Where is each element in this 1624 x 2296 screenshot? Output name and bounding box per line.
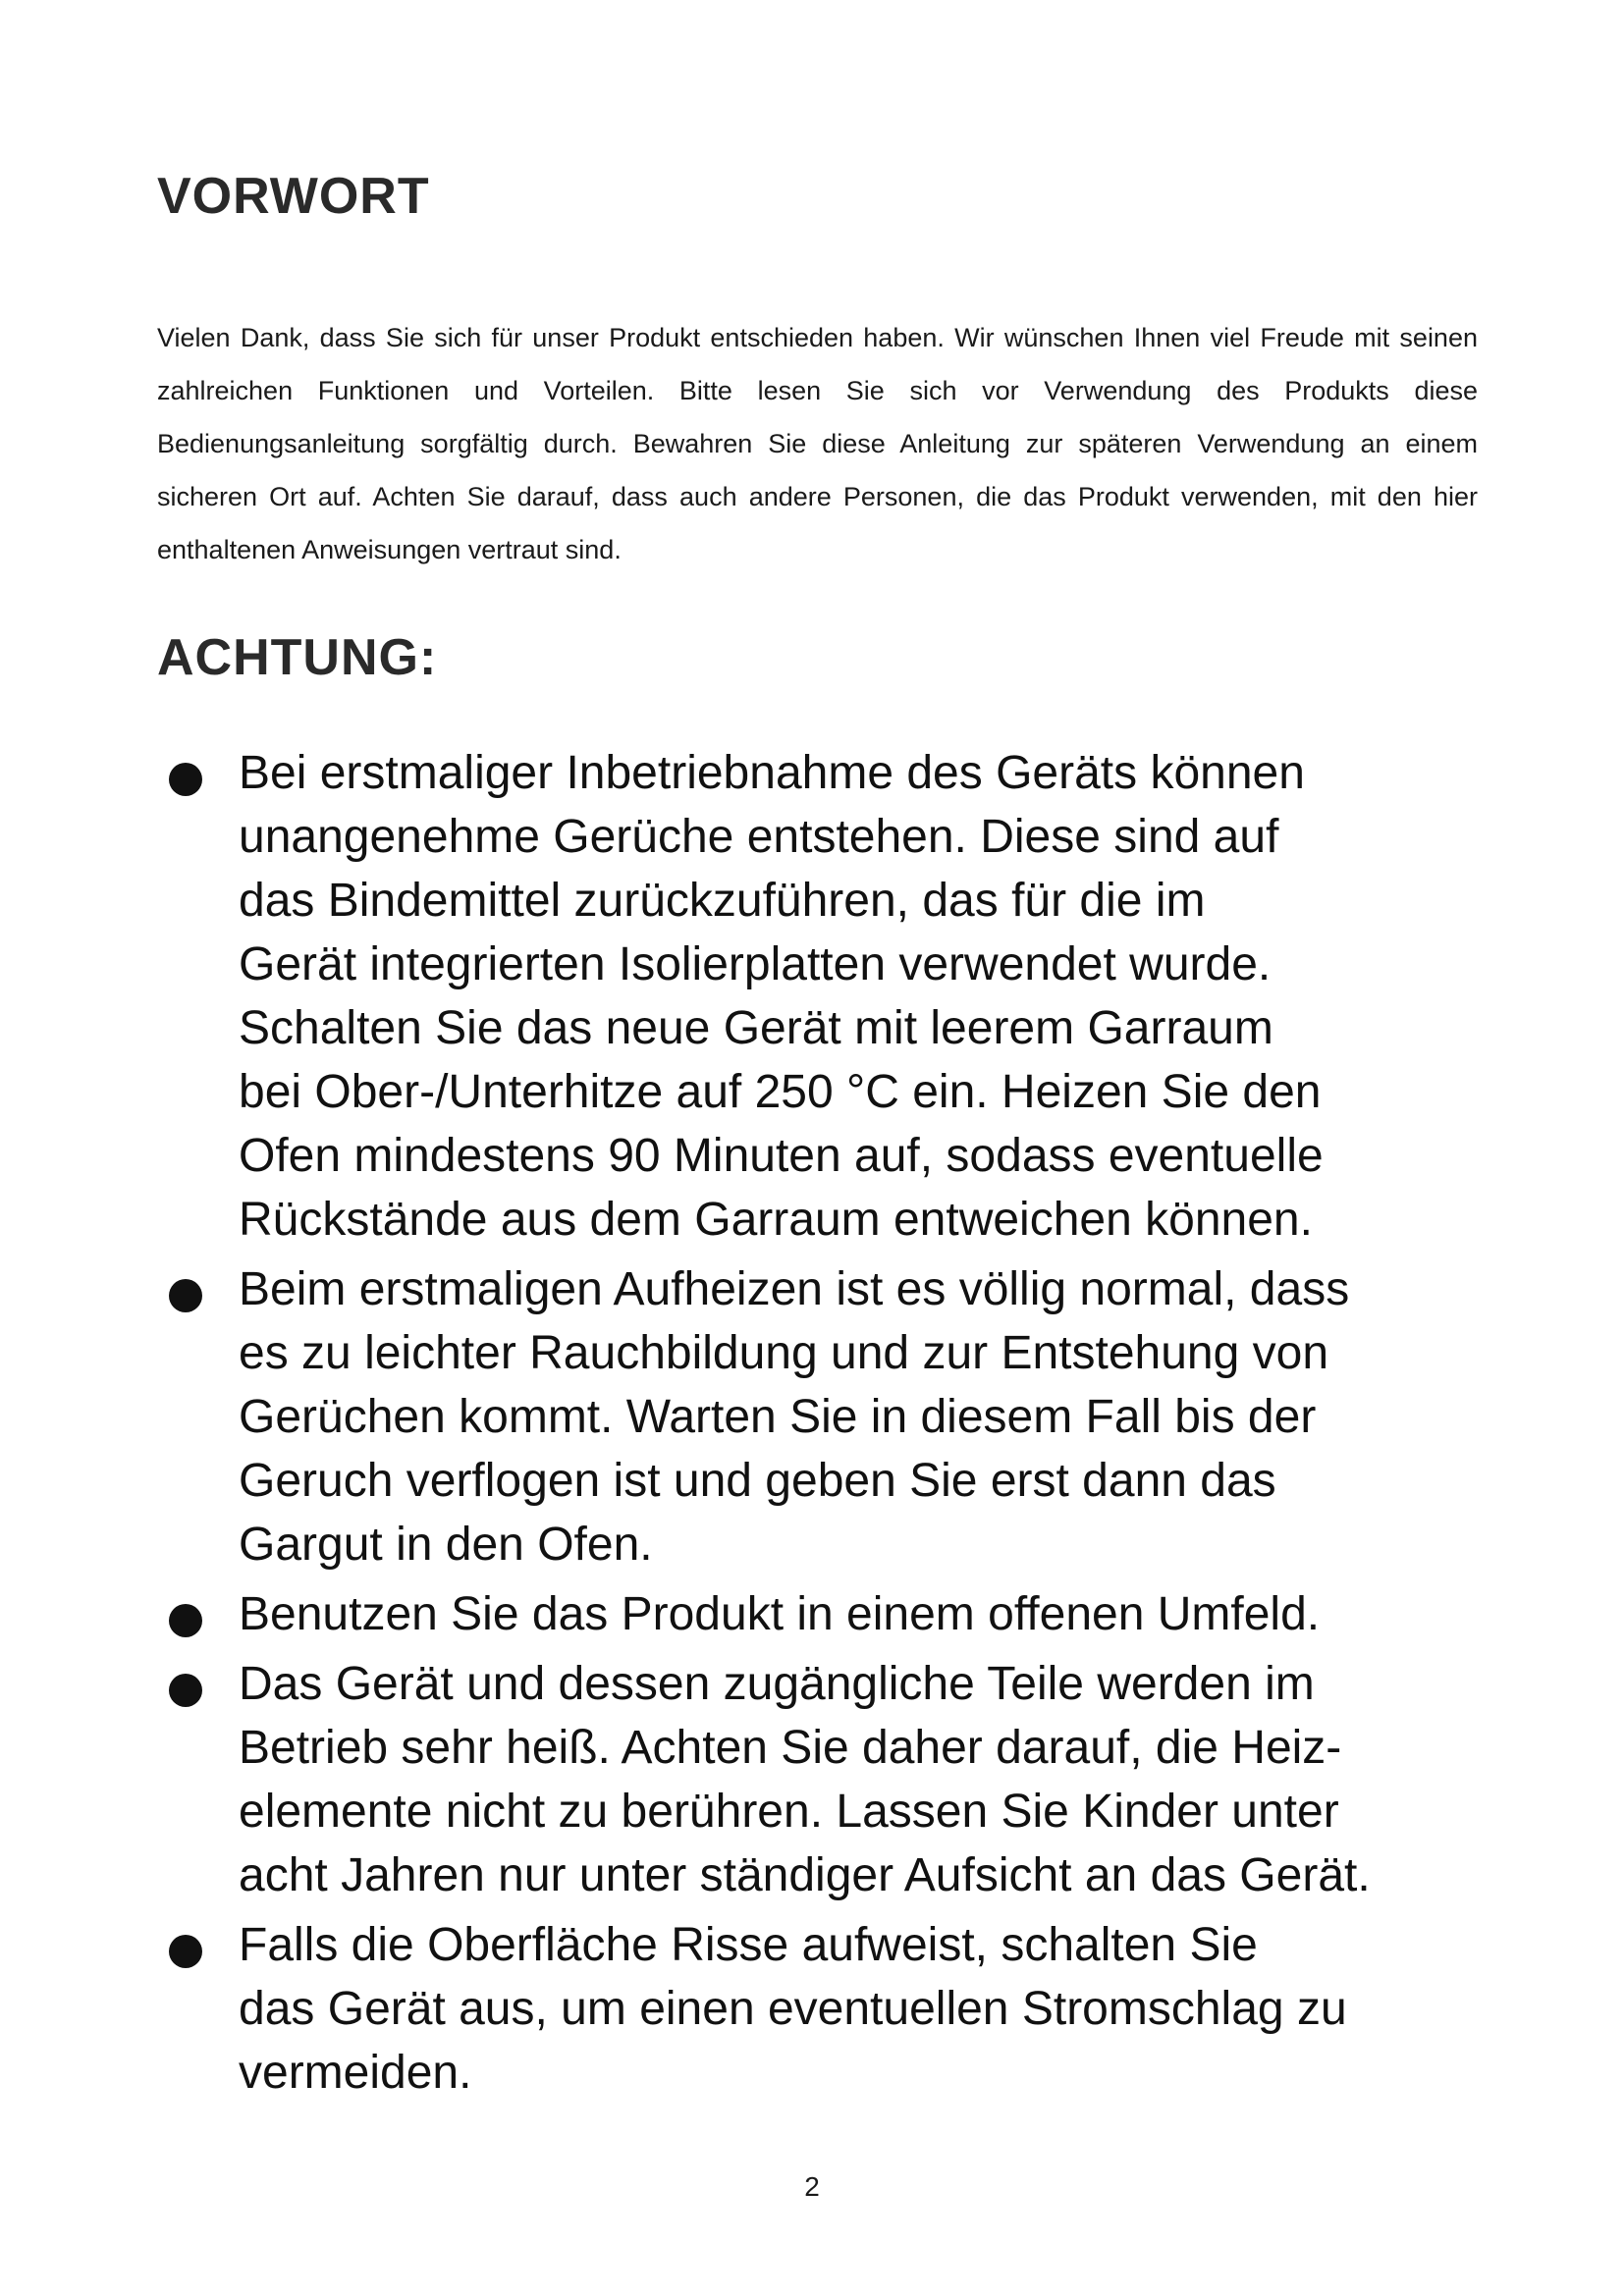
achtung-heading: ACHTUNG: — [157, 629, 438, 686]
vorwort-heading: VORWORT — [157, 168, 430, 225]
bullet-dot-icon — [169, 1279, 202, 1312]
list-item-text: Benutzen Sie das Produkt in einem offenen Umfeld. — [239, 1588, 1321, 1640]
list-item — [0, 1582, 1624, 1646]
list-item-text: Falls die Oberfläche Risse aufweist, schalten Sie das Gerät aus, um einen eventuellen Stromschlag zu vermeiden. — [239, 1919, 1347, 2099]
bullet-dot-icon — [169, 763, 202, 796]
bullet-dot-icon — [169, 1674, 202, 1707]
bullet-dot-icon — [169, 1935, 202, 1968]
list-item — [0, 1913, 1624, 2105]
achtung-list — [0, 741, 1624, 2110]
list-item-text: Beim erstmaligen Aufheizen ist es völlig normal, dass es zu leichter Rauchbildung und zur Entstehung von Gerüchen kommt. Warten Sie in diesem Fall bis der Geruch verflogen ist und geben Sie erst dann das Gargut in den Ofen. — [239, 1263, 1350, 1571]
page-number: 2 — [804, 2171, 820, 2202]
list-item — [0, 1257, 1624, 1576]
vorwort-paragraph: Vielen Dank, dass Sie sich für unser Produkt entschieden haben. Wir wünschen Ihnen viel Freude mit seinen zahlreichen Funktionen und Vorteilen. Bitte lesen Sie sich vor Verwendung des Produkts diese Bedienungsanleitung sorgfältig durch. Bewahren Sie diese Anleitung zur späteren Verwendung an einem sicheren Ort auf. Achten Sie darauf, dass auch andere Personen, die das Produkt verwenden, mit den hier enthaltenen Anweisungen vertraut sind. — [157, 323, 1478, 564]
bullet-dot-icon — [169, 1604, 202, 1637]
list-item-text: Bei erstmaliger Inbetriebnahme des Geräts können unangenehme Gerüche entstehen. Diese sind auf das Bindemittel zurückzuführen, das für die im Gerät integrierten Isolierplatten verwendet wurde. Schalten Sie das neue Gerät mit leerem Garraum bei Ober-/Unterhitze auf 250 °C ein. Heizen Sie den Ofen mindestens 90 Minuten auf, sodass eventuelle Rückstände aus dem Garraum entweichen können. — [239, 747, 1324, 1246]
list-item — [0, 741, 1624, 1252]
list-item — [0, 1652, 1624, 1907]
list-item-text: Das Gerät und dessen zugängliche Teile werden im Betrieb sehr heiß. Achten Sie daher darauf, die Heiz- elemente nicht zu berühren. Lassen Sie Kinder unter acht Jahren nur unter ständiger Aufsicht an das Gerät. — [239, 1658, 1371, 1901]
